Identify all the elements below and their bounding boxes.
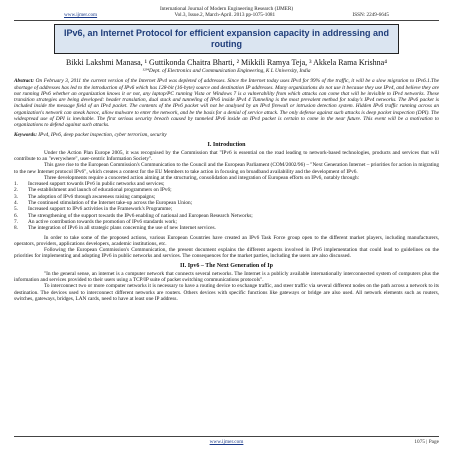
ipv6-paragraph-2: To interconnect two or more computer networks it is necessary to have a routing device to exchange traffic, and steer traffic via several different nodes on the path across a network to its destination. The devices used to interconnect different networks are routers. Others devices with specific functions like gateways or bridge are also used. All network elements such as routers, switches, gateways, bridges, LAN cards, need to have at least one IP address. — [14, 283, 439, 302]
action-list — [14, 181, 439, 231]
journal-name: International Journal of Modern Engineering Research (IJMER) — [159, 6, 294, 12]
list-item: 5. Increased support to IPv6 activities in the Framework's Programme; — [14, 206, 173, 213]
section-heading-introduction: I. Introduction — [207, 141, 246, 148]
keywords — [14, 132, 439, 138]
list-item: 3. The adoption of IPv6 through awareness raising campaigns; — [14, 193, 156, 200]
footer-rule — [14, 436, 439, 437]
paper-title: IPv6, an Internet Protocol for efficient expansion capacity in addressing and routing — [54, 24, 399, 54]
abstract — [14, 78, 439, 128]
list-item: 8. The integration of IPv6 in all strategic plans concerning the use of new Internet services. — [14, 225, 216, 232]
list-item: 4. The continued stimulation of the Internet take-up across the European Union; — [14, 200, 193, 207]
intro-paragraph-1: Under the Action Plan Europe 2005, it was recognised by the Commission that "IPv6 is essential on the road leading to network-based technologies, products and services that will contribute to an "everywhere", user-centric Information Society". — [14, 149, 439, 162]
page-footer — [14, 436, 439, 445]
journal-website-link[interactable]: www.ijmer.com — [64, 12, 98, 19]
list-item: 6. The strengthening of the support towards the IPv6 enabling of national and European Research Networks; — [14, 212, 253, 219]
issn-info: ISSN: 2249-6645 — [352, 12, 389, 19]
intro-paragraph-2: This gave rise to the European Commission's Communication to the Council and the European Parliament (COM/2002/96) – "Next Generation Internet – priorities for action in migrating to the new Internet protocol IPv6", which creates a context for the EU Members to take action in focusing on broadband availability and the development of IPv6. — [14, 162, 439, 175]
volume-info: Vol.3, Issue.2, March-April. 2013 pp-1075-1081 — [174, 12, 276, 19]
list-item: 2. The establishment and launch of educational programmers on IPv6; — [14, 187, 172, 194]
header-rule — [14, 20, 439, 21]
page-number: 1075 | Page — [414, 439, 439, 445]
section-heading-ipv6: II. Ipv6 – The Next Generation of Ip — [180, 262, 273, 269]
author-affiliation: ¹²³⁴Dept. of Electronics and Communication Engineering, K L University, India — [142, 67, 311, 74]
keywords-text: IPv4, IPv6, deep packet inspection, cyber terrorism, security — [38, 132, 167, 139]
journal-header — [14, 6, 439, 18]
author-list: Bikki Lakshmi Manasa, ¹ Guttikonda Chaitra Bharti, ² Mikkili Ramya Teja, ³ Akkela Rama Krishna⁴ — [66, 58, 387, 68]
intro-paragraph-4: In order to take some of the proposed actions, various European Countries have created an IPv6 Task Force group open to the different market players, including manufacturers, operators, providers, applications developers, academic institutions, etc. — [14, 234, 439, 247]
keywords-label: Keywords: — [14, 132, 37, 139]
abstract-label: Abstract: — [14, 78, 35, 85]
footer-website-link[interactable]: www.ijmer.com — [209, 439, 244, 445]
list-item: 1. Increased support towards IPv6 in public networks and services; — [14, 181, 165, 188]
list-item: 7. An active contribution towards the promotion of IPv6 standards work; — [14, 218, 178, 225]
intro-paragraph-3: Three developments require a concerted action aiming at the structuring, consolidation and integration of European efforts on IPv6, notably through: — [44, 174, 360, 181]
ipv6-paragraph-1: "In the general sense, an internet is a computer network that connects several networks. The Internet is a publicly available internationally interconnected system of computers plus the information and services provided to their users using a TCP/IP suite of packet switching communications protocols". — [14, 270, 439, 284]
abstract-text: On February 3, 2011 the current version of the Internet IPv4 was depleted of addresses. Since the Internet today uses IPv4 for 99% of the traffic, it will be a slow migration to IPv6.1.The shortage of addresses has led to the introduction of IPv6 which has 128-bit (16-byte) source and destination IP addresses. Many organizations do not use it because they use IPv4, and believe they are not running IPv6 whether an organization knows it or not, any laptop/PC running Vista or Windows 7 is a vulnerability from which attacks can come that will be invisible to IPv4 networks. These transition strategies are being developed: header translation, dual stack and tunneling of IPv6 inside IPv4 4 Tunneling is the most prevalent method for today's IPv4 networks. The IPv6 packet is included inside the message field of an IPv4 packet. The contents of the IPv6 packet will not be analysed by an IPv4 firewall or intrusion detection system. Hidden IPv6 traffic running across an organization's network can sneak havoc, allow malware to enter the network, and be the basis for a denial of service attack. The only defense against such attacks is deep packet inspection (DPI). The widespread use of DPI is inevitable. The first serious security breach caused by tunneled IPv6 inside an IPv4 packet is certain to come in the near future. This event will be a motivation to organizations to defend against such attacks. — [14, 78, 440, 129]
intro-paragraph-5: Following the European Commission's Communication, the present document explains the different aspects involved in IPv6 implementation that could lead to guidelines on the priorities for implementing and adopting IPv6 in public networks and services. The consequences for the market parties, including the users are also discussed. — [14, 247, 439, 260]
